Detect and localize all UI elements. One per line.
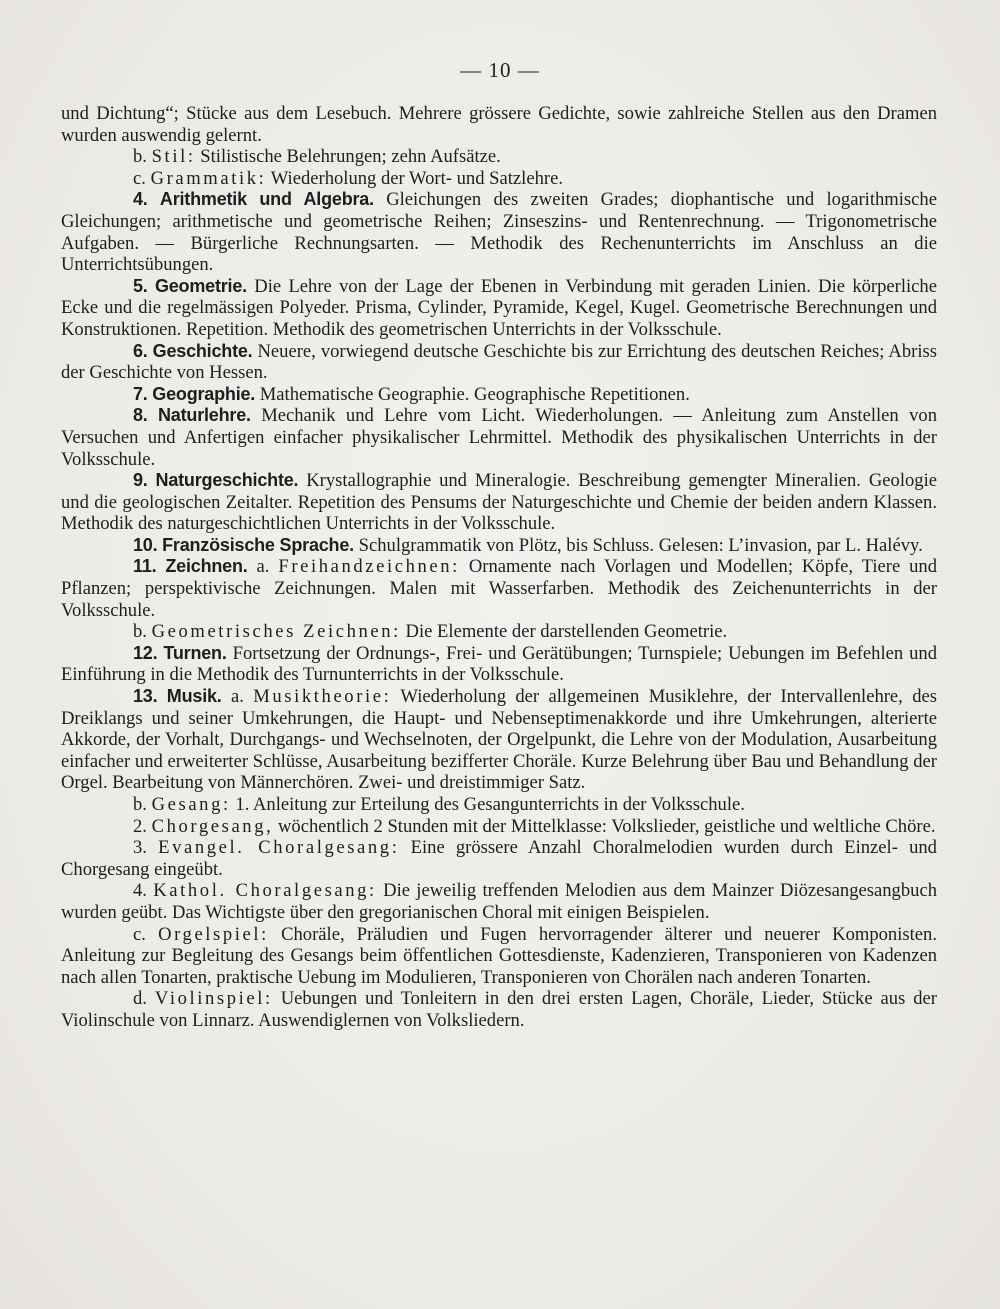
item-label: Violinspiel: — [154, 988, 273, 1010]
item-prefix: d. — [133, 988, 147, 1010]
paragraph-chorgesang — [61, 816, 937, 838]
section-heading: Musik. — [166, 686, 222, 707]
paragraph-text: Gleichungen des zweiten Grades; diophantische und logarithmische Gleichungen; arithmetische und geometrische Reihen; Zinseszins- und Rentenrechnung. — Trigonometrische Aufgaben. — Bürgerliche Rechnungsarten. — Methodik des Rechenunterrichts im Anschluss an die Unterrichtsübungen. — [61, 189, 937, 276]
section-heading: Arithmetik und Algebra. — [159, 189, 374, 210]
item-prefix: b. — [133, 621, 147, 643]
paragraph-violinspiel — [61, 988, 937, 1031]
paragraph-text: Die Elemente der darstellenden Geometrie. — [405, 621, 728, 643]
section-heading: Zeichnen. — [165, 556, 248, 577]
paragraph-text: 1. Anleitung zur Erteilung des Gesangunterrichts in der Volksschule. — [235, 794, 745, 815]
item-prefix: a. — [230, 686, 244, 708]
paragraph-text: Eine grössere Anzahl Choralmelodien wurden durch Einzel- und Chorgesang eingeübt. — [61, 837, 937, 880]
paragraph-musik — [61, 686, 937, 794]
paragraph-stil — [61, 146, 937, 168]
paragraph-turnen — [61, 643, 937, 686]
section-number: 8. — [133, 405, 148, 426]
paragraph-text: Krystallographie und Mineralogie. Beschreibung gemengter Mineralien. Geologie und die geologischen Zeitalter. Repetition des Pensums der Naturgeschichte und Chemie der beiden andern Klassen. Methodik des naturgeschichtlichen Unterrichts in der Volksschule. — [61, 470, 937, 535]
paragraph-text: Schulgrammatik von Plötz, bis Schluss. Gelesen: L’invasion, par L. Halévy. — [358, 534, 923, 556]
section-number: 11. — [133, 556, 157, 577]
page-content — [61, 103, 937, 1032]
section-heading: Geometrie. — [154, 275, 247, 296]
page-number: — 10 — — [460, 58, 540, 82]
paragraph-text: Stilistische Belehrungen; zehn Aufsätze. — [200, 146, 501, 168]
paragraph-gesang — [61, 794, 937, 816]
paragraph-text: Fortsetzung der Ordnungs-, Frei- und Gerätübungen; Turnspiele; Uebungen im Befehlen und Einführung in die Methodik des Turnunterrichts in der Volksschule. — [61, 642, 938, 686]
paragraph-text: Mechanik und Lehre vom Licht. Wiederholungen. — Anleitung zum Anstellen von Versuchen und Anfertigen einfacher physikalischer Lehrmittel. Methodik des physikalischen Unterrichts in der Volksschule. — [61, 405, 937, 470]
paragraph-arithmetik — [61, 189, 937, 275]
paragraph-text: Wiederholung der Wort- und Satzlehre. — [270, 167, 563, 189]
paragraph-text: Die Lehre von der Lage der Ebenen in Verbindung mit geraden Linien. Die körperliche Ecke und die regelmässigen Polyeder. Prisma, Cylinder, Pyramide, Kegel, Kugel. Geometrische Berechnungen und Konstruktionen. Repetition. Methodik des geometrischen Unterrichts in der Volksschule. — [61, 275, 937, 340]
paragraph-geometrisches-zeichnen — [61, 621, 937, 643]
section-number: 10. — [133, 534, 158, 555]
paragraph-orgelspiel — [61, 924, 937, 989]
paragraph-evangel-choralgesang — [61, 837, 937, 880]
item-prefix: 2. — [133, 815, 147, 837]
paragraph-geographie — [61, 384, 937, 406]
item-label: Freihandzeichnen: — [278, 556, 460, 578]
item-prefix: b. — [133, 794, 147, 815]
paragraph-text: Wiederholung der allgemeinen Musiklehre, der Intervallenlehre, des Dreiklangs und seiner Umkehrungen, die Haupt- und Nebenseptimenakkorde und ihre Umkehrungen, alterierte Akkorde, der Vorhalt, Durchgangs- und Wechselnoten, der Orgelpunkt, die Lehre von der Modulation, Ausarbeitung einfacher und erweiterter Schlüsse, Ausarbeitung bezifferter Choräle. Kurze Belehrung über Bau und Behandlung der Orgel. Bearbeitung von Männerchören. Zwei- und dreistimmiger Satz. — [61, 686, 937, 794]
section-heading: Geschichte. — [152, 340, 253, 361]
item-prefix: c. — [133, 923, 146, 945]
section-heading: Naturgeschichte. — [155, 470, 299, 491]
item-prefix: b. — [133, 146, 147, 168]
paragraph-text: Ornamente nach Vorlagen und Modellen; Köpfe, Tiere und Pflanzen; perspektivische Zeichnungen. Malen mit Wasserfarben. Methodik des Zeichenunterrichts in der Volksschule. — [61, 556, 938, 621]
paragraph-continuation — [61, 103, 937, 146]
paragraph-zeichnen — [61, 556, 937, 621]
paragraph-kathol-choralgesang — [61, 880, 937, 923]
paragraph-franzoesisch — [61, 535, 937, 557]
paragraph-geschichte — [61, 341, 937, 384]
item-label: Kathol. Choralgesang: — [153, 880, 377, 902]
paragraph-text: Die jeweilig treffenden Melodien aus dem Mainzer Diözesangesangbuch wurden geübt. Das Wichtigste über den gregorianischen Choral mit einigen Beispielen. — [61, 880, 937, 923]
item-label: Grammatik: — [150, 167, 267, 189]
paragraph-geometrie — [61, 276, 937, 341]
section-number: 13. — [133, 686, 158, 707]
section-heading: Französische Sprache. — [162, 534, 354, 555]
item-prefix: c. — [133, 167, 146, 189]
item-label: Musiktheorie: — [253, 686, 392, 708]
section-heading: Turnen. — [163, 642, 227, 663]
paragraph-text: Neuere, vorwiegend deutsche Geschichte bis zur Errichtung des deutschen Reiches; Abriss der Geschichte von Hessen. — [61, 340, 937, 384]
item-label: Chorgesang, — [151, 815, 274, 837]
paragraph-text: wöchentlich 2 Stunden mit der Mittelklasse: Volkslieder, geistliche und weltliche Chöre. — [278, 815, 936, 837]
section-number: 7. — [133, 383, 148, 404]
paragraph-naturgeschichte — [61, 470, 937, 535]
item-prefix: 4. — [133, 880, 147, 902]
item-prefix: a. — [256, 556, 270, 578]
section-number: 6. — [133, 340, 148, 361]
item-label: Geometrisches Zeichnen: — [151, 621, 401, 643]
item-label: Stil: — [151, 146, 196, 168]
section-number: 4. — [133, 189, 148, 210]
section-heading: Naturlehre. — [158, 405, 251, 426]
item-label: Gesang: — [151, 794, 231, 815]
paragraph-text: und Dichtung“; Stücke aus dem Lesebuch. Mehrere grössere Gedichte, sowie zahlreiche Stellen aus den Dramen wurden auswendig gelernt. — [61, 103, 937, 146]
section-number: 9. — [133, 470, 148, 491]
item-label: Orgelspiel: — [158, 923, 269, 945]
paragraph-text: Choräle, Präludien und Fugen hervorragender älterer und neuerer Komponisten. Anleitung zur Begleitung des Gesangs beim öffentlichen Gottesdienste, Kadenzieren, Transponieren von Kadenzen nach allen Tonarten, praktische Uebung im Modulieren, Transponieren von Chorälen nach anderen Tonarten. — [61, 923, 937, 988]
item-prefix: 3. — [133, 837, 147, 859]
item-label: Evangel. Choralgesang: — [158, 837, 400, 859]
paragraph-text: Uebungen und Tonleitern in den drei ersten Lagen, Choräle, Lieder, Stücke aus der Violinschule von Linnarz. Auswendiglernen von Volksliedern. — [61, 988, 937, 1031]
paragraph-text: Mathematische Geographie. Geographische Repetitionen. — [259, 383, 690, 405]
section-number: 5. — [133, 275, 148, 296]
section-number: 12. — [133, 642, 158, 663]
paragraph-naturlehre — [61, 405, 937, 470]
paragraph-grammatik — [61, 168, 937, 190]
section-heading: Geographie. — [152, 383, 256, 404]
